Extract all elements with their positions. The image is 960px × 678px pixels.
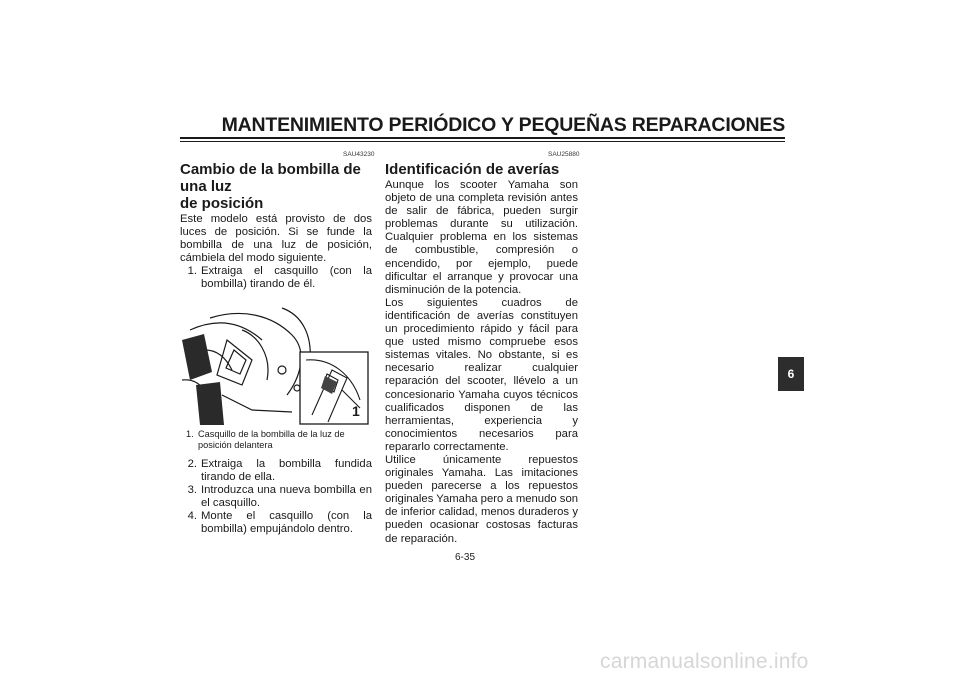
right-paragraph-2: Los siguientes cuadros de identificación de averías constituyen un procedimiento rápido y fácil para que usted mismo compruebe esos sistemas vitales. No obstante, si es necesario realizar cualquier reparación del scooter, llévelo a un concesionario Yamaha cuyos técnicos cualificados disponen de las herramientas, experiencia y conocimientos necesarios para repararlo correctamente. (385, 296, 578, 453)
left-section-code: SAU43230 (343, 151, 375, 158)
header-rule-thin (180, 141, 785, 142)
step-text: Extraiga el casquillo (con la bombilla) tirando de él. (201, 265, 372, 291)
right-paragraph-1: Aunque los scooter Yamaha son objeto de una completa revisión antes de salir de fábrica, pueden surgir problemas durante su utilización. Cualquier problema en los sistemas de combustible, compresión o encendido, por ejemplo, puede dificultar el arranque y provocar una disminución de la potencia. (385, 179, 578, 296)
left-column (180, 150, 375, 536)
step-number: 2. (187, 457, 197, 470)
right-section-title: Identificación de averías (385, 161, 560, 178)
page-header-title: MANTENIMIENTO PERIÓDICO Y PEQUEÑAS REPARACIONES (221, 114, 785, 136)
step-item (180, 458, 372, 484)
chapter-tab: 6 (778, 357, 804, 391)
page-number: 6-35 (455, 552, 476, 563)
step-item (180, 510, 372, 536)
step-text: Extraiga la bombilla fundida tirando de ella. (201, 457, 372, 483)
step-item (180, 484, 372, 510)
left-intro-paragraph: Este modelo está provisto de dos luces de posición. Si se funde la bombilla de una luz de posición, cámbiela del modo siguiente. (180, 213, 372, 265)
step-number: 4. (187, 509, 197, 522)
watermark-text: carmanualsonline.info (600, 650, 809, 673)
figure-caption (186, 429, 372, 451)
left-section-title (180, 161, 372, 212)
figure-callout-number: 1 (352, 402, 360, 419)
left-title-line1: Cambio de la bombilla de una luz (180, 161, 361, 195)
right-section-code: SAU25880 (548, 151, 580, 158)
illustration-drawing (182, 300, 372, 425)
step-text: Monte el casquillo (con la bombilla) empujándolo dentro. (201, 509, 372, 536)
step-number: 1. (187, 265, 197, 278)
right-column (385, 150, 578, 546)
step-item (180, 265, 372, 291)
left-title-line2: de posición (180, 195, 264, 212)
bulb-socket-illustration (182, 300, 372, 425)
step-number: 3. (187, 483, 197, 496)
caption-number: 1. (186, 428, 194, 439)
step-text: Introduzca una nueva bombilla en el casquillo. (201, 483, 372, 509)
header-rule-thick (180, 137, 785, 139)
caption-text: Casquillo de la bombilla de la luz de posición delantera (198, 428, 345, 450)
right-paragraph-3: Utilice únicamente repuestos originales Yamaha. Las imitaciones pueden parecerse a los repuestos originales Yamaha pero a menudo son de inferior calidad, menos duraderos y pueden ocasionar costosas facturas de reparación. (385, 453, 579, 545)
